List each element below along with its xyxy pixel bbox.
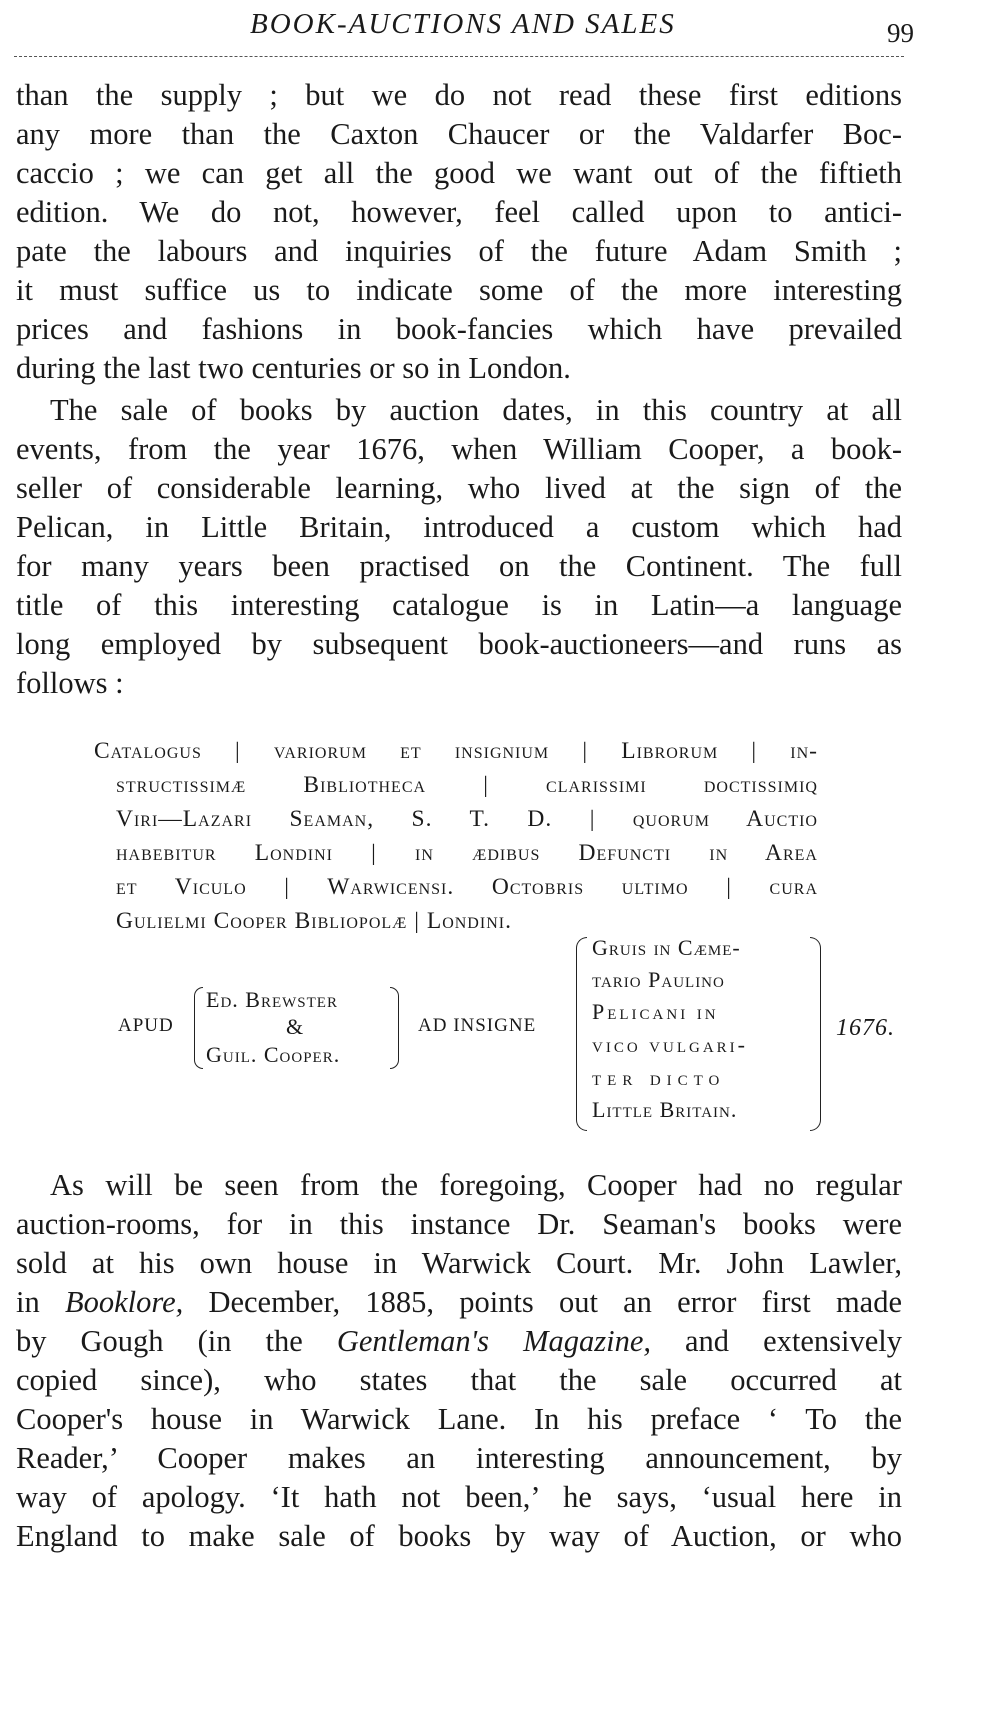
header-rule — [14, 56, 904, 57]
page-number: 99 — [887, 18, 914, 48]
text-line: follows : — [16, 666, 124, 700]
running-head — [14, 8, 914, 52]
text-line: pate the labours and inquiries of the future Adam Smith ; — [16, 234, 902, 268]
text-line: prices and fashions in book-fancies which have prevailed — [16, 312, 902, 346]
text-line: England to make sale of books by way of Auction, or who — [16, 1519, 902, 1553]
text-line: The sale of books by auction dates, in this country at all — [50, 393, 902, 427]
text-line: seller of considerable learning, who lived at the sign of the — [16, 471, 902, 505]
paragraph-2 — [16, 391, 902, 703]
text-line: way of apology. ‘It hath not been,’ he says, ‘usual here in — [16, 1480, 902, 1514]
text-line: any more than the Caxton Chaucer or the Valdarfer Boc- — [16, 117, 902, 151]
italic-title: Gentleman's Magazine, — [336, 1324, 651, 1358]
text-line: auction-rooms, for in this instance Dr. Seaman's books were — [16, 1207, 902, 1241]
catalogue-line: et Viculo | Warwicensi. Octobris ultimo | cura — [116, 874, 818, 900]
text-line: title of this interesting catalogue is in Latin—a language — [16, 588, 902, 622]
text-line: events, from the year 1676, when William Cooper, a book- — [16, 432, 902, 466]
text-line: for many years been practised on the Continent. The full — [16, 549, 902, 583]
text-line: during the last two centuries or so in London. — [16, 351, 571, 385]
catalogue-line: Viri—Lazari Seaman, S. T. D. | quorum Auctio — [116, 806, 818, 832]
sign-line: Little Britain. — [592, 1097, 738, 1122]
running-head-title: BOOK-AUCTIONS AND SALES — [250, 8, 676, 40]
sign-line: tario Paulino — [592, 967, 725, 992]
text-line: long employed by subsequent book-auctioneers—and runs as — [16, 627, 902, 661]
text-line — [16, 1283, 902, 1322]
catalogue-line: Gulielmi Cooper Bibliopolæ | Londini. — [116, 908, 512, 934]
paragraph-3 — [16, 1166, 902, 1556]
sign-line: vico vulgari- — [592, 1032, 748, 1057]
right-brace-sign — [810, 937, 821, 1131]
imprint-name: Guil. Cooper. — [206, 1042, 341, 1067]
imprint-ad-insigne: AD INSIGNE — [418, 1015, 537, 1036]
imprint-block — [118, 935, 908, 1135]
text-line: Pelican, in Little Britain, introduced a custom which had — [16, 510, 902, 544]
imprint-name: Ed. Brewster — [206, 987, 338, 1012]
text-line: copied since), who states that the sale occurred at — [16, 1363, 902, 1397]
text-run: December, 1885, points out an error first made — [183, 1285, 902, 1319]
text-run: by Gough (in the — [16, 1324, 337, 1358]
catalogue-line: Catalogus | variorum et insignium | Librorum | in- — [94, 738, 818, 764]
paragraph-1 — [16, 76, 902, 388]
catalogue-line: habebitur Londini | in ædibus Defuncti in Area — [116, 840, 818, 866]
text-line: sold at his own house in Warwick Court. Mr. John Lawler, — [16, 1246, 902, 1280]
text-line: As will be seen from the foregoing, Cooper had no regular — [50, 1168, 902, 1202]
imprint-year: 1676. — [836, 1015, 895, 1041]
text-line: edition. We do not, however, feel called upon to antici- — [16, 195, 902, 229]
sign-line: Gruis in Cæme- — [592, 935, 741, 960]
left-brace-names — [194, 987, 203, 1069]
text-line: caccio ; we can get all the good we want out of the fiftieth — [16, 156, 902, 190]
text-line: Cooper's house in Warwick Lane. In his preface ‘ To the — [16, 1402, 902, 1436]
text-run: in — [16, 1285, 65, 1319]
text-line: than the supply ; but we do not read these first editions — [16, 78, 902, 112]
italic-title: Booklore, — [64, 1285, 184, 1319]
imprint-apud: APUD — [118, 1015, 174, 1036]
catalogue-title — [94, 734, 818, 938]
text-line: it must suffice us to indicate some of the more interesting — [16, 273, 902, 307]
sign-line: ter dicto — [592, 1065, 726, 1090]
text-line — [16, 1322, 902, 1361]
text-run: and extensively — [650, 1324, 902, 1358]
sign-line: Pelicani in — [592, 999, 719, 1024]
imprint-ampersand: & — [286, 1014, 305, 1039]
left-brace-sign — [576, 937, 587, 1131]
text-line: Reader,’ Cooper makes an interesting announcement, by — [16, 1441, 902, 1475]
catalogue-line: structissimæ Bibliotheca | clarissimi doctissimiq — [116, 772, 818, 798]
right-brace-names — [390, 987, 399, 1069]
